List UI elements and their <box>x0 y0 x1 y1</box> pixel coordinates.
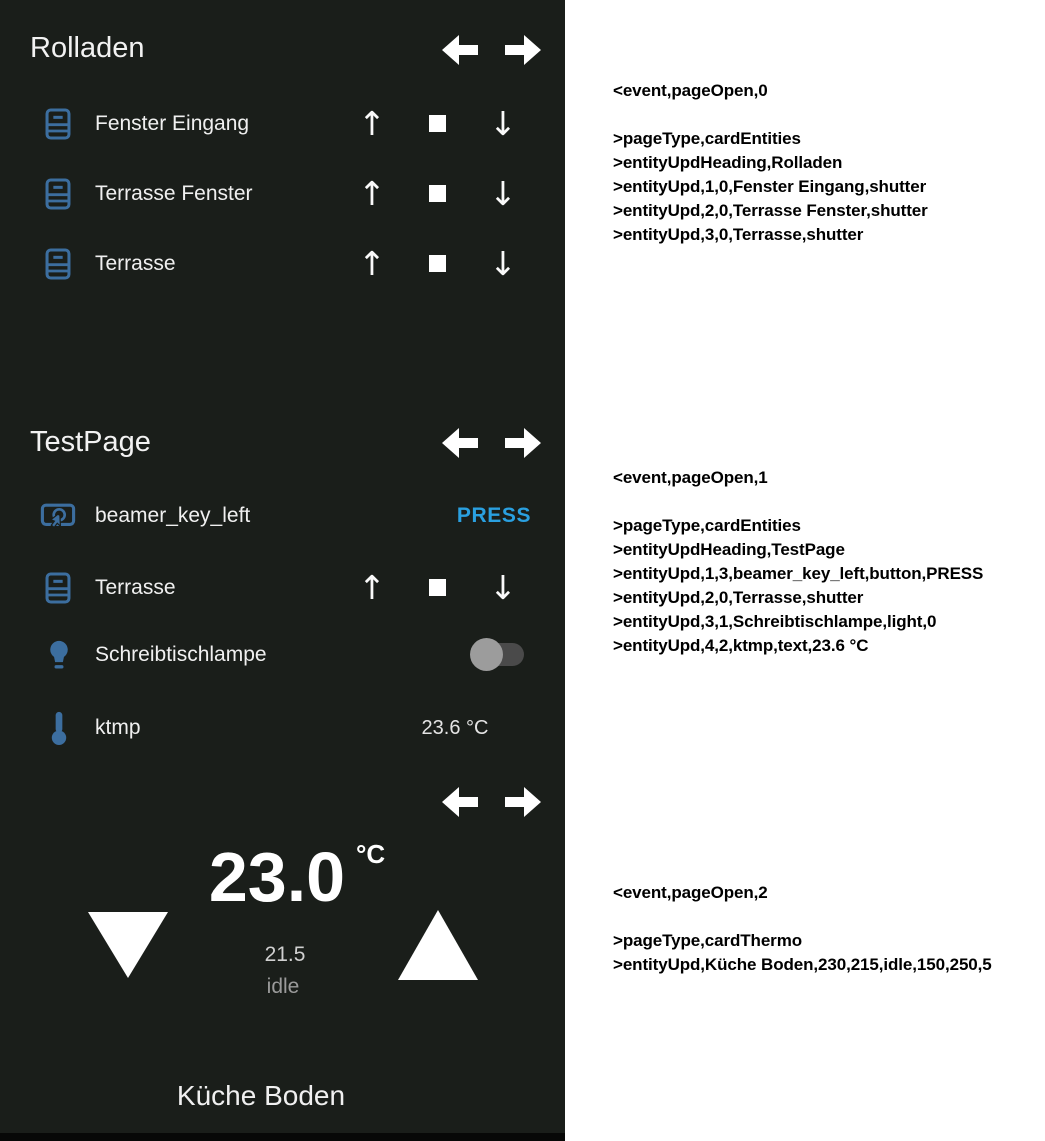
nav-next-button[interactable] <box>505 428 541 458</box>
entity-label: Terrasse Fenster <box>95 182 253 205</box>
toggle-knob <box>470 638 503 671</box>
hvac-state: idle <box>266 975 300 998</box>
entity-label: Fenster Eingang <box>95 112 250 135</box>
temp-increase-button[interactable] <box>398 910 478 980</box>
stop-square-icon <box>429 255 446 272</box>
shutter-down-button[interactable]: ↓ <box>478 239 528 289</box>
log-event-line: <event,pageOpen,2 <box>613 883 768 902</box>
entity-label: Terrasse <box>95 252 176 275</box>
screen-bottom-edge <box>0 1133 565 1141</box>
log-line: >entityUpd,2,0,Terrasse,shutter <box>613 588 864 607</box>
sensor-value: 23.6 °C <box>421 717 489 739</box>
entity-label: Terrasse <box>95 576 176 599</box>
page-title: TestPage <box>30 426 151 458</box>
arrow-left-icon <box>442 787 478 817</box>
shutter-stop-button[interactable] <box>412 563 462 613</box>
arrow-left-icon <box>442 428 478 458</box>
temp-decrease-button[interactable] <box>88 912 168 978</box>
light-toggle[interactable] <box>470 638 524 671</box>
thermometer-icon <box>48 710 70 746</box>
log-line: >entityUpdHeading,TestPage <box>613 540 845 559</box>
shutter-up-button[interactable]: ↑ <box>347 99 397 149</box>
temperature-unit: °C <box>356 839 386 869</box>
nav-next-button[interactable] <box>505 787 541 817</box>
log-line: >entityUpd,3,0,Terrasse,shutter <box>613 225 864 244</box>
log-line: >entityUpd,3,1,Schreibtischlampe,light,0 <box>613 612 937 631</box>
lightbulb-icon <box>46 638 72 672</box>
log-event-line: <event,pageOpen,1 <box>613 468 768 487</box>
arrow-right-icon <box>505 428 541 458</box>
shutter-stop-button[interactable] <box>412 239 462 289</box>
arrow-right-icon <box>505 787 541 817</box>
shutter-stop-button[interactable] <box>412 99 462 149</box>
nav-prev-button[interactable] <box>442 35 478 65</box>
stop-square-icon <box>429 579 446 596</box>
entity-label: Schreibtischlampe <box>95 643 267 666</box>
log-line: >entityUpd,1,3,beamer_key_left,button,PRESS <box>613 564 984 583</box>
entity-label: ktmp <box>95 716 141 739</box>
nav-prev-button[interactable] <box>442 787 478 817</box>
log-line: >pageType,cardEntities <box>613 516 801 535</box>
entity-row <box>0 703 565 753</box>
shutter-down-button[interactable]: ↓ <box>478 563 528 613</box>
entity-label: beamer_key_left <box>95 504 251 527</box>
window-shutter-icon <box>44 108 72 141</box>
shutter-up-button[interactable]: ↑ <box>347 563 397 613</box>
shutter-up-button[interactable]: ↑ <box>347 239 397 289</box>
entity-row <box>0 169 565 219</box>
log-line: >entityUpdHeading,Rolladen <box>613 153 843 172</box>
window-shutter-icon <box>44 248 72 281</box>
card-entities-rolladen <box>0 0 565 400</box>
arrow-right-icon <box>505 35 541 65</box>
arrow-left-icon <box>442 35 478 65</box>
gesture-tap-button-icon <box>40 500 76 532</box>
page-title: Rolladen <box>30 32 145 64</box>
nav-prev-button[interactable] <box>442 428 478 458</box>
log-block-page0 <box>613 79 1038 247</box>
entity-row <box>0 239 565 289</box>
stop-square-icon <box>429 185 446 202</box>
entity-row <box>0 630 565 680</box>
thermo-entity-title: Küche Boden <box>176 1080 346 1111</box>
press-button[interactable]: PRESS <box>457 491 531 541</box>
entity-row <box>0 563 565 613</box>
log-line: >entityUpd,1,0,Fenster Eingang,shutter <box>613 177 927 196</box>
log-line: >pageType,cardThermo <box>613 931 802 950</box>
log-line: >entityUpd,2,0,Terrasse Fenster,shutter <box>613 201 928 220</box>
entity-row <box>0 99 565 149</box>
shutter-down-button[interactable]: ↓ <box>478 169 528 219</box>
log-line: >pageType,cardEntities <box>613 129 801 148</box>
shutter-stop-button[interactable] <box>412 169 462 219</box>
log-line: >entityUpd,4,2,ktmp,text,23.6 °C <box>613 636 869 655</box>
log-block-page1 <box>613 466 1038 658</box>
stop-square-icon <box>429 115 446 132</box>
current-temperature: 23.0 <box>208 838 346 916</box>
entity-row <box>0 491 565 541</box>
card-thermo-kueche-boden <box>0 775 565 1141</box>
log-event-line: <event,pageOpen,0 <box>613 81 768 100</box>
window-shutter-icon <box>44 572 72 605</box>
window-shutter-icon <box>44 178 72 211</box>
log-line: >entityUpd,Küche Boden,230,215,idle,150,250,5 <box>613 955 992 974</box>
log-block-page2 <box>613 881 1038 977</box>
card-entities-testpage <box>0 400 565 775</box>
shutter-down-button[interactable]: ↓ <box>478 99 528 149</box>
nav-next-button[interactable] <box>505 35 541 65</box>
shutter-up-button[interactable]: ↑ <box>347 169 397 219</box>
target-temperature: 21.5 <box>264 943 306 966</box>
